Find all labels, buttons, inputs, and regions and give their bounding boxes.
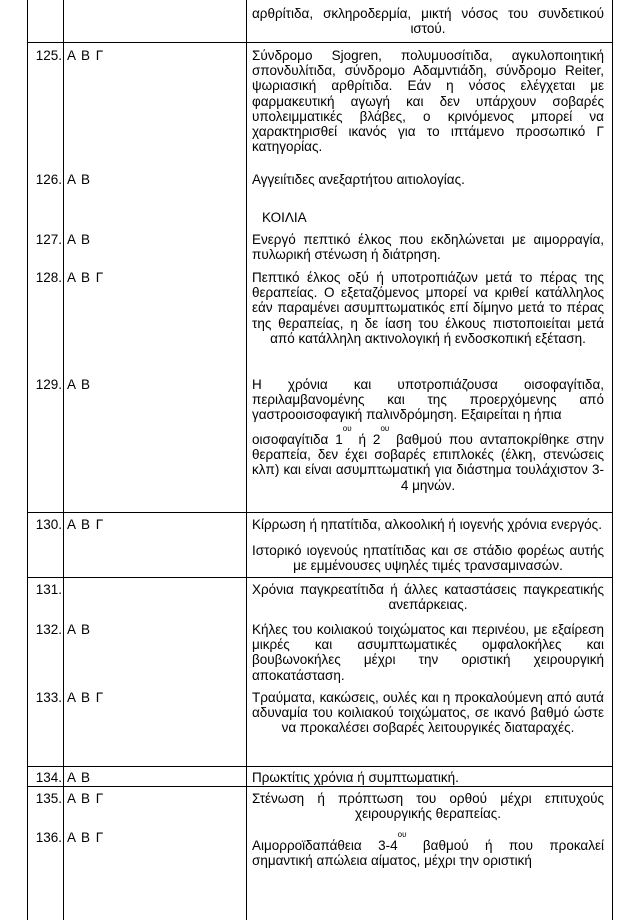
ordinal-suffix: ου: [380, 424, 390, 433]
row-number: 125.: [35, 48, 62, 63]
row-text: Η χρόνια και υποτροπιάζουσα οισοφαγίτιδα, περιλαμβανομένης και της προερχόμενης από γαστροοισοφαγική παλινδρόμηση. Εξαιρείται η ήπια: [252, 377, 604, 423]
table-border-right: [612, 0, 613, 920]
row-text-part: οισοφαγίτιδα 1: [252, 432, 343, 447]
row-number: 128.: [35, 270, 62, 285]
row-text: Κίρρωση ή ηπατίτιδα, αλκοολική ή ιογενής χρόνια ενεργός.: [252, 517, 602, 532]
row-text-part: Αιμορροϊδαπάθεια 3-4: [252, 838, 398, 853]
row-text: Τραύματα, κακώσεις, ουλές και η προκαλούμενη από αυτά αδυναμία του κοιλιακού τοιχώματος, σε ικανό βαθμό ώστε να προκαλέσει σοβαρές λειτουργικές διαταραχές.: [252, 690, 604, 736]
row-text: Πρωκτίτις χρόνια ή συμπτωματική.: [252, 770, 459, 785]
row-text: Σύνδρομο Sjogren, πολυμυοσίτιδα, αγκυλοποιητική σπονδυλίτιδα, σύνδρομο Αδαμντιάδη, σύνδρομο Reiter, ψωριασική αρθρίτιδα. Εάν η νόσος ελέγχεται με φαρμακευτική αγωγή και δεν υπάρχουν σοβαρές υπολειμματικές βλάβες, ο κρινόμενος μπορεί να χαρακτηρισθεί ικανός για το ιπτάμενο προσωπικό Γ κατηγορίας.: [252, 48, 604, 155]
row-text: [252, 830, 605, 869]
row-text-part: ή 2: [351, 432, 381, 447]
ordinal-suffix: ου: [342, 424, 352, 433]
section-heading: ΚΟΙΛΙΑ: [262, 210, 307, 225]
row-text: Ενεργό πεπτικό έλκος που εκδηλώνεται με αιμορραγία, πυλωρική στένωση ή διάτρηση.: [252, 232, 604, 263]
row-separator: [27, 766, 613, 767]
row-number: 132.: [35, 622, 62, 637]
row-category: Α Β: [67, 232, 92, 247]
row-text: [252, 424, 604, 493]
row-number: 133.: [35, 690, 62, 705]
ordinal-suffix: ου: [397, 830, 407, 839]
row-number: 136.: [35, 830, 62, 845]
table-border-col1: [63, 0, 64, 920]
row-category: Α Β: [67, 172, 92, 187]
row-number: 130.: [35, 517, 62, 532]
row-number: 135.: [35, 791, 62, 806]
row-category: Α Β Γ: [67, 270, 105, 285]
row-number: 127.: [35, 232, 62, 247]
row-category: Α Β: [67, 770, 92, 785]
row-category: Α Β Γ: [67, 791, 105, 806]
row-separator: [27, 512, 613, 513]
row-text: αρθρίτιδα, σκληροδερμία, μικτή νόσος του συνδετικού ιστού.: [252, 6, 604, 37]
row-text: Πεπτικό έλκος οξύ ή υποτροπιάζων μετά το πέρας της θεραπείας. Ο εξεταζόμενος μπορεί να κριθεί κατάλληλος εάν παραμένει ασυμπτωματικός επί δίμηνο μετά το πέρας της θεραπείας, η δε ίαση του έλκους πιστοποιείται μετά από κατάλληλη ακτινολογική ή ενδοσκοπική εξέταση.: [252, 270, 604, 346]
row-category: Α Β: [67, 622, 92, 637]
row-category: Α Β Γ: [67, 48, 105, 63]
row-separator: [27, 42, 613, 43]
row-category: Α Β Γ: [67, 830, 105, 845]
row-separator: [27, 786, 613, 787]
table-border-col2: [246, 0, 247, 920]
row-separator: [27, 577, 613, 578]
row-number: 131.: [35, 582, 62, 597]
row-text: Αγγειίτιδες ανεξαρτήτου αιτιολογίας.: [252, 172, 465, 187]
row-number: 126.: [35, 172, 62, 187]
row-number: 134.: [35, 770, 62, 785]
row-text: Κήλες του κοιλιακού τοιχώματος και περινέου, με εξαίρεση μικρές και ασυμπτωματικές ομφαλοκήλες και βουβωνοκήλες μέχρι την οριστική χειρουργική αποκατάσταση.: [252, 622, 604, 683]
row-text: Ιστορικό ιογενούς ηπατίτιδας και σε στάδιο φορέως αυτής με εμμένουσες υψηλές τιμές τρανσαμινασών.: [252, 543, 604, 574]
row-text-part: βαθμού που ανταποκρίθηκε στην θεραπεία, δεν έχει σοβαρές επιπλοκές (έλκη, στενώσεις κλπ) και είναι ασυμπτωματική για διάστημα τουλάχιστον 3-4 μηνών.: [252, 432, 604, 493]
row-category: Α Β: [67, 377, 92, 392]
row-text: Χρόνια παγκρεατίτιδα ή άλλες καταστάσεις παγκρεατικής ανεπάρκειας.: [252, 582, 604, 613]
row-category: Α Β Γ: [67, 517, 105, 532]
row-text-part: βαθμού ή που προκαλεί σημαντική απώλεια αίματος, μέχρι την οριστική: [252, 838, 605, 869]
row-text: Στένωση ή πρόπτωση του ορθού μέχρι επιτυχούς χειρουργικής θεραπείας.: [252, 791, 604, 822]
row-category: Α Β Γ: [67, 690, 105, 705]
row-number: 129.: [35, 377, 62, 392]
